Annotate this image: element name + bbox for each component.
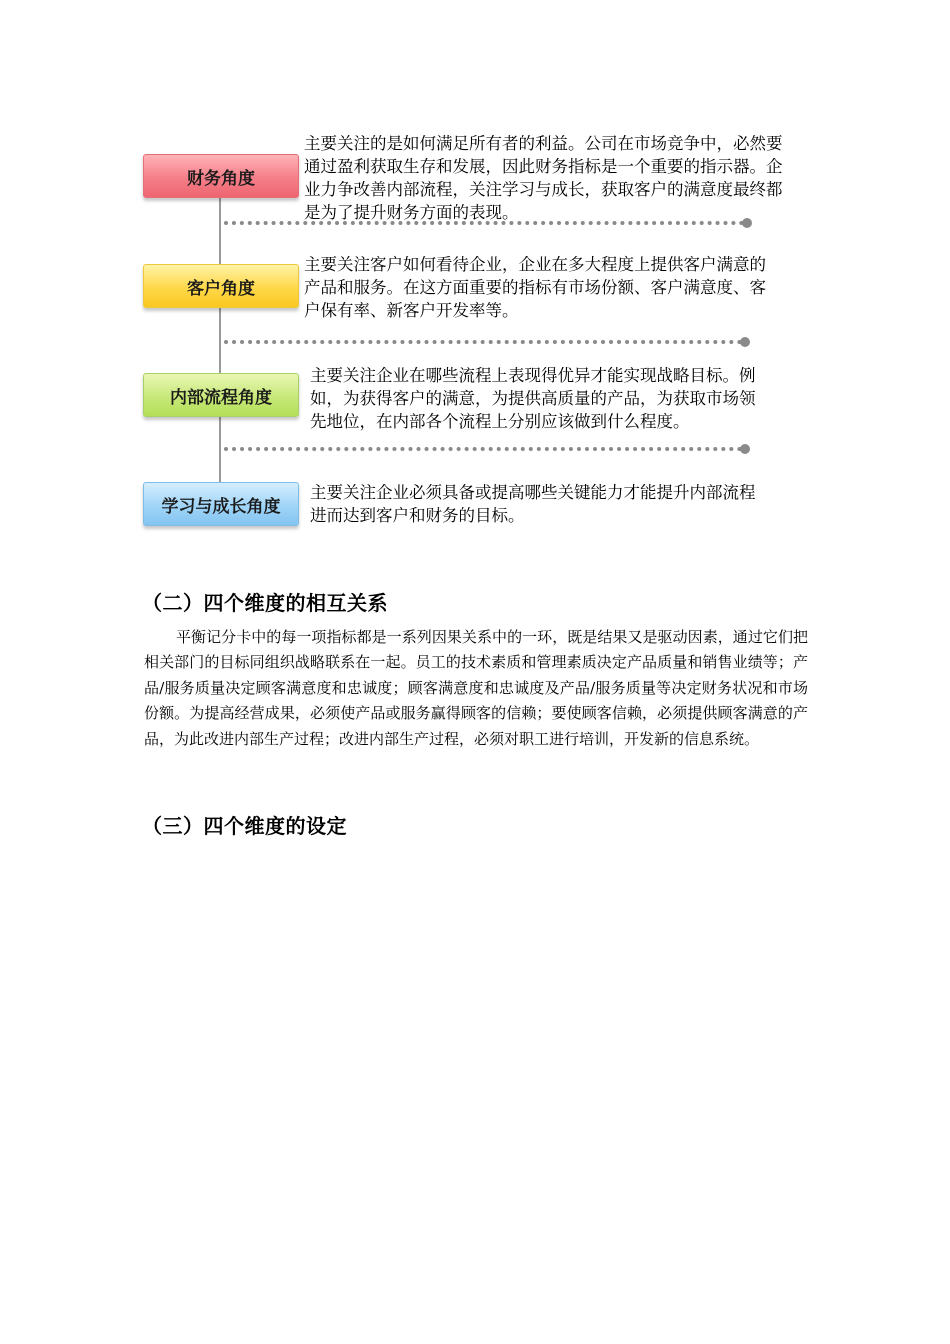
timeline-spine <box>219 196 221 496</box>
perspective-customer-description: 主要关注客户如何看待企业，企业在多大程度上提供客户满意的产品和服务。在这方面重要的指标有市场份额、客户满意度、客户保有率、新客户开发率等。 <box>304 255 766 320</box>
perspective-financial-box: 财务角度 <box>143 154 299 198</box>
four-perspectives-diagram <box>0 0 950 560</box>
perspective-financial-description: 主要关注的是如何满足所有者的利益。公司在市场竞争中，必然要通过盈利获取生存和发展，因此财务指标是一个重要的指示器。企业力争改善内部流程，关注学习与成长，获取客户的满意度最终都是为了提升财务方面的表现。 <box>304 134 783 222</box>
separator-dot <box>740 337 750 347</box>
perspective-learning-growth-box: 学习与成长角度 <box>143 482 299 526</box>
perspective-internal-process-description: 主要关注企业在哪些流程上表现得优异才能实现战略目标。例如，为获得客户的满意，为提供高质量的产品，为获取市场领先地位，在内部各个流程上分别应该做到什么程度。 <box>310 366 756 431</box>
separator-line-3 <box>224 447 742 451</box>
perspective-internal-process-box: 内部流程角度 <box>143 373 299 417</box>
section-heading-relationships: （二）四个维度的相互关系 <box>142 591 388 615</box>
section-paragraph-relationships: 平衡记分卡中的每一项指标都是一系列因果关系中的一环，既是结果又是驱动因素，通过它们把相关部门的目标同组织战略联系在一起。员工的技术素质和管理素质决定产品质量和销售业绩等；产品/服务质量决定顾客满意度和忠诚度；顾客满意度和忠诚度及产品/服务质量等决定财务状况和市场份额。为提高经营成果，必须使产品或服务赢得顾客的信赖；要使顾客信赖，必须提供顾客满意的产品，为此改进内部生产过程；改进内部生产过程，必须对职工进行培训，开发新的信息系统。 <box>144 628 808 748</box>
perspective-learning-growth-description: 主要关注企业必须具备或提高哪些关键能力才能提升内部流程进而达到客户和财务的目标。 <box>310 483 756 525</box>
section-heading-setting: （三）四个维度的设定 <box>142 814 347 838</box>
separator-line-2 <box>224 340 742 344</box>
perspective-customer-box: 客户角度 <box>143 264 299 308</box>
separator-dot <box>740 444 750 454</box>
